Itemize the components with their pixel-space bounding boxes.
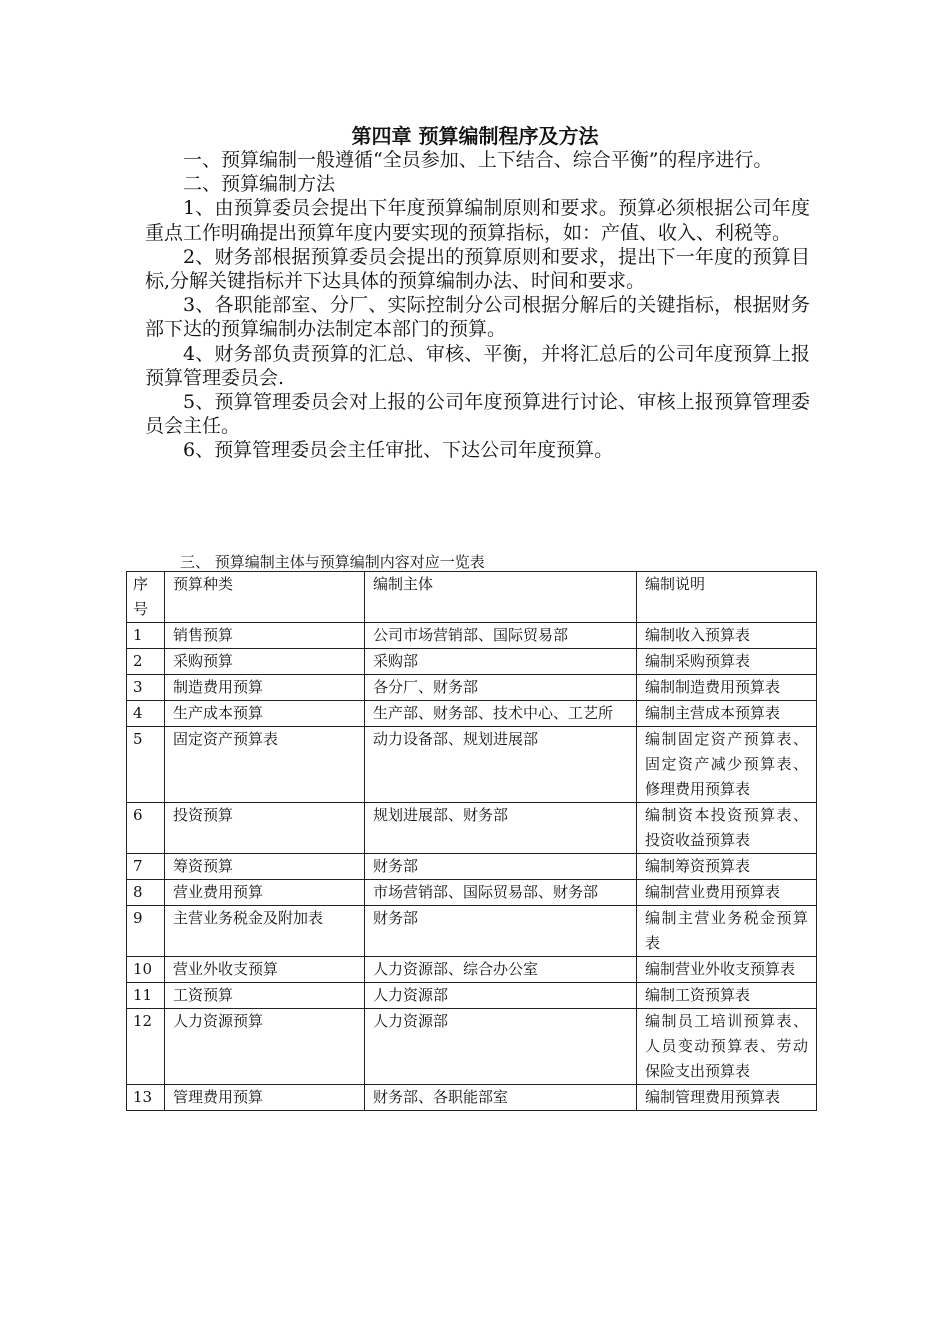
cell-no: 12	[127, 1009, 165, 1085]
cell-subject: 规划进展部、财务部	[365, 803, 637, 854]
table-row	[127, 906, 817, 957]
header-no: 序号	[127, 572, 165, 623]
cell-note: 编制资本投资预算表、投资收益预算表	[637, 803, 817, 854]
cell-no: 3	[127, 675, 165, 701]
cell-subject: 各分厂、财务部	[365, 675, 637, 701]
cell-note: 编制制造费用预算表	[637, 675, 817, 701]
paragraph-5: 3、各职能部室、分厂、实际控制分公司根据分解后的关键指标，根据财务部下达的预算编制办法制定本部门的预算。	[145, 294, 810, 341]
table-row	[127, 957, 817, 983]
cell-note: 编制筹资预算表	[637, 854, 817, 880]
cell-no: 13	[127, 1085, 165, 1111]
cell-type: 管理费用预算	[165, 1085, 365, 1111]
table-row	[127, 983, 817, 1009]
paragraph-8: 6、预算管理委员会主任审批、下达公司年度预算。	[183, 439, 614, 462]
table-row	[127, 1085, 817, 1111]
cell-no: 2	[127, 649, 165, 675]
header-type: 预算种类	[165, 572, 365, 623]
cell-subject: 人力资源部、综合办公室	[365, 957, 637, 983]
paragraph-4: 2、财务部根据预算委员会提出的预算原则和要求，提出下一年度的预算目标,分解关键指标并下达具体的预算编制办法、时间和要求。	[145, 245, 810, 293]
cell-note: 编制主营业务税金预算表	[637, 906, 817, 957]
paragraph-2: 二、预算编制方法	[183, 173, 336, 196]
cell-type: 营业费用预算	[165, 880, 365, 906]
cell-type: 筹资预算	[165, 854, 365, 880]
table-row	[127, 880, 817, 906]
chapter-title: 第四章 预算编制程序及方法	[351, 124, 599, 148]
cell-type: 销售预算	[165, 623, 365, 649]
cell-type: 投资预算	[165, 803, 365, 854]
paragraph-6: 4、财务部负责预算的汇总、审核、平衡，并将汇总后的公司年度预算上报预算管理委员会.	[145, 342, 810, 389]
cell-no: 10	[127, 957, 165, 983]
paragraph-7: 5、预算管理委员会对上报的公司年度预算进行讨论、审核上报预算管理委员会主任。	[145, 391, 810, 438]
cell-subject: 动力设备部、规划进展部	[365, 727, 637, 803]
cell-type: 固定资产预算表	[165, 727, 365, 803]
table-row	[127, 854, 817, 880]
cell-subject: 采购部	[365, 649, 637, 675]
cell-no: 6	[127, 803, 165, 854]
cell-type: 生产成本预算	[165, 701, 365, 727]
cell-note: 编制管理费用预算表	[637, 1085, 817, 1111]
cell-no: 8	[127, 880, 165, 906]
cell-type: 人力资源预算	[165, 1009, 365, 1085]
table-row	[127, 727, 817, 803]
cell-note: 编制采购预算表	[637, 649, 817, 675]
cell-no: 11	[127, 983, 165, 1009]
paragraph-1: 一、预算编制一般遵循“全员参加、上下结合、综合平衡”的程序进行。	[183, 149, 773, 171]
paragraph-3: 1、由预算委员会提出下年度预算编制原则和要求。预算必须根据公司年度重点工作明确提出预算年度内要实现的预算指标，如：产值、收入、利税等。	[145, 197, 810, 244]
cell-note: 编制固定资产预算表、固定资产减少预算表、修理费用预算表	[637, 727, 817, 803]
cell-subject: 生产部、财务部、技术中心、工艺所	[365, 701, 637, 727]
cell-note: 编制主营成本预算表	[637, 701, 817, 727]
cell-no: 1	[127, 623, 165, 649]
cell-type: 主营业务税金及附加表	[165, 906, 365, 957]
table-row	[127, 675, 817, 701]
cell-note: 编制工资预算表	[637, 983, 817, 1009]
table-row	[127, 701, 817, 727]
header-note: 编制说明	[637, 572, 817, 623]
table-header-row	[127, 572, 817, 623]
budget-table	[126, 571, 817, 1111]
table-row	[127, 623, 817, 649]
cell-no: 5	[127, 727, 165, 803]
cell-note: 编制营业外收支预算表	[637, 957, 817, 983]
cell-no: 7	[127, 854, 165, 880]
cell-note: 编制营业费用预算表	[637, 880, 817, 906]
cell-type: 营业外收支预算	[165, 957, 365, 983]
cell-subject: 人力资源部	[365, 983, 637, 1009]
table-row	[127, 649, 817, 675]
table-row	[127, 1009, 817, 1085]
cell-subject: 市场营销部、国际贸易部、财务部	[365, 880, 637, 906]
cell-note: 编制收入预算表	[637, 623, 817, 649]
cell-subject: 公司市场营销部、国际贸易部	[365, 623, 637, 649]
body-text	[145, 148, 810, 463]
cell-type: 制造费用预算	[165, 675, 365, 701]
cell-type: 工资预算	[165, 983, 365, 1009]
cell-no: 4	[127, 701, 165, 727]
header-subject: 编制主体	[365, 572, 637, 623]
cell-subject: 财务部、各职能部室	[365, 1085, 637, 1111]
table-body	[127, 572, 817, 1111]
cell-subject: 财务部	[365, 854, 637, 880]
cell-subject: 人力资源部	[365, 1009, 637, 1085]
cell-type: 采购预算	[165, 649, 365, 675]
table-caption: 三、 预算编制主体与预算编制内容对应一览表	[180, 553, 485, 571]
cell-subject: 财务部	[365, 906, 637, 957]
table-row	[127, 803, 817, 854]
cell-no: 9	[127, 906, 165, 957]
cell-note: 编制员工培训预算表、人员变动预算表、劳动保险支出预算表	[637, 1009, 817, 1085]
